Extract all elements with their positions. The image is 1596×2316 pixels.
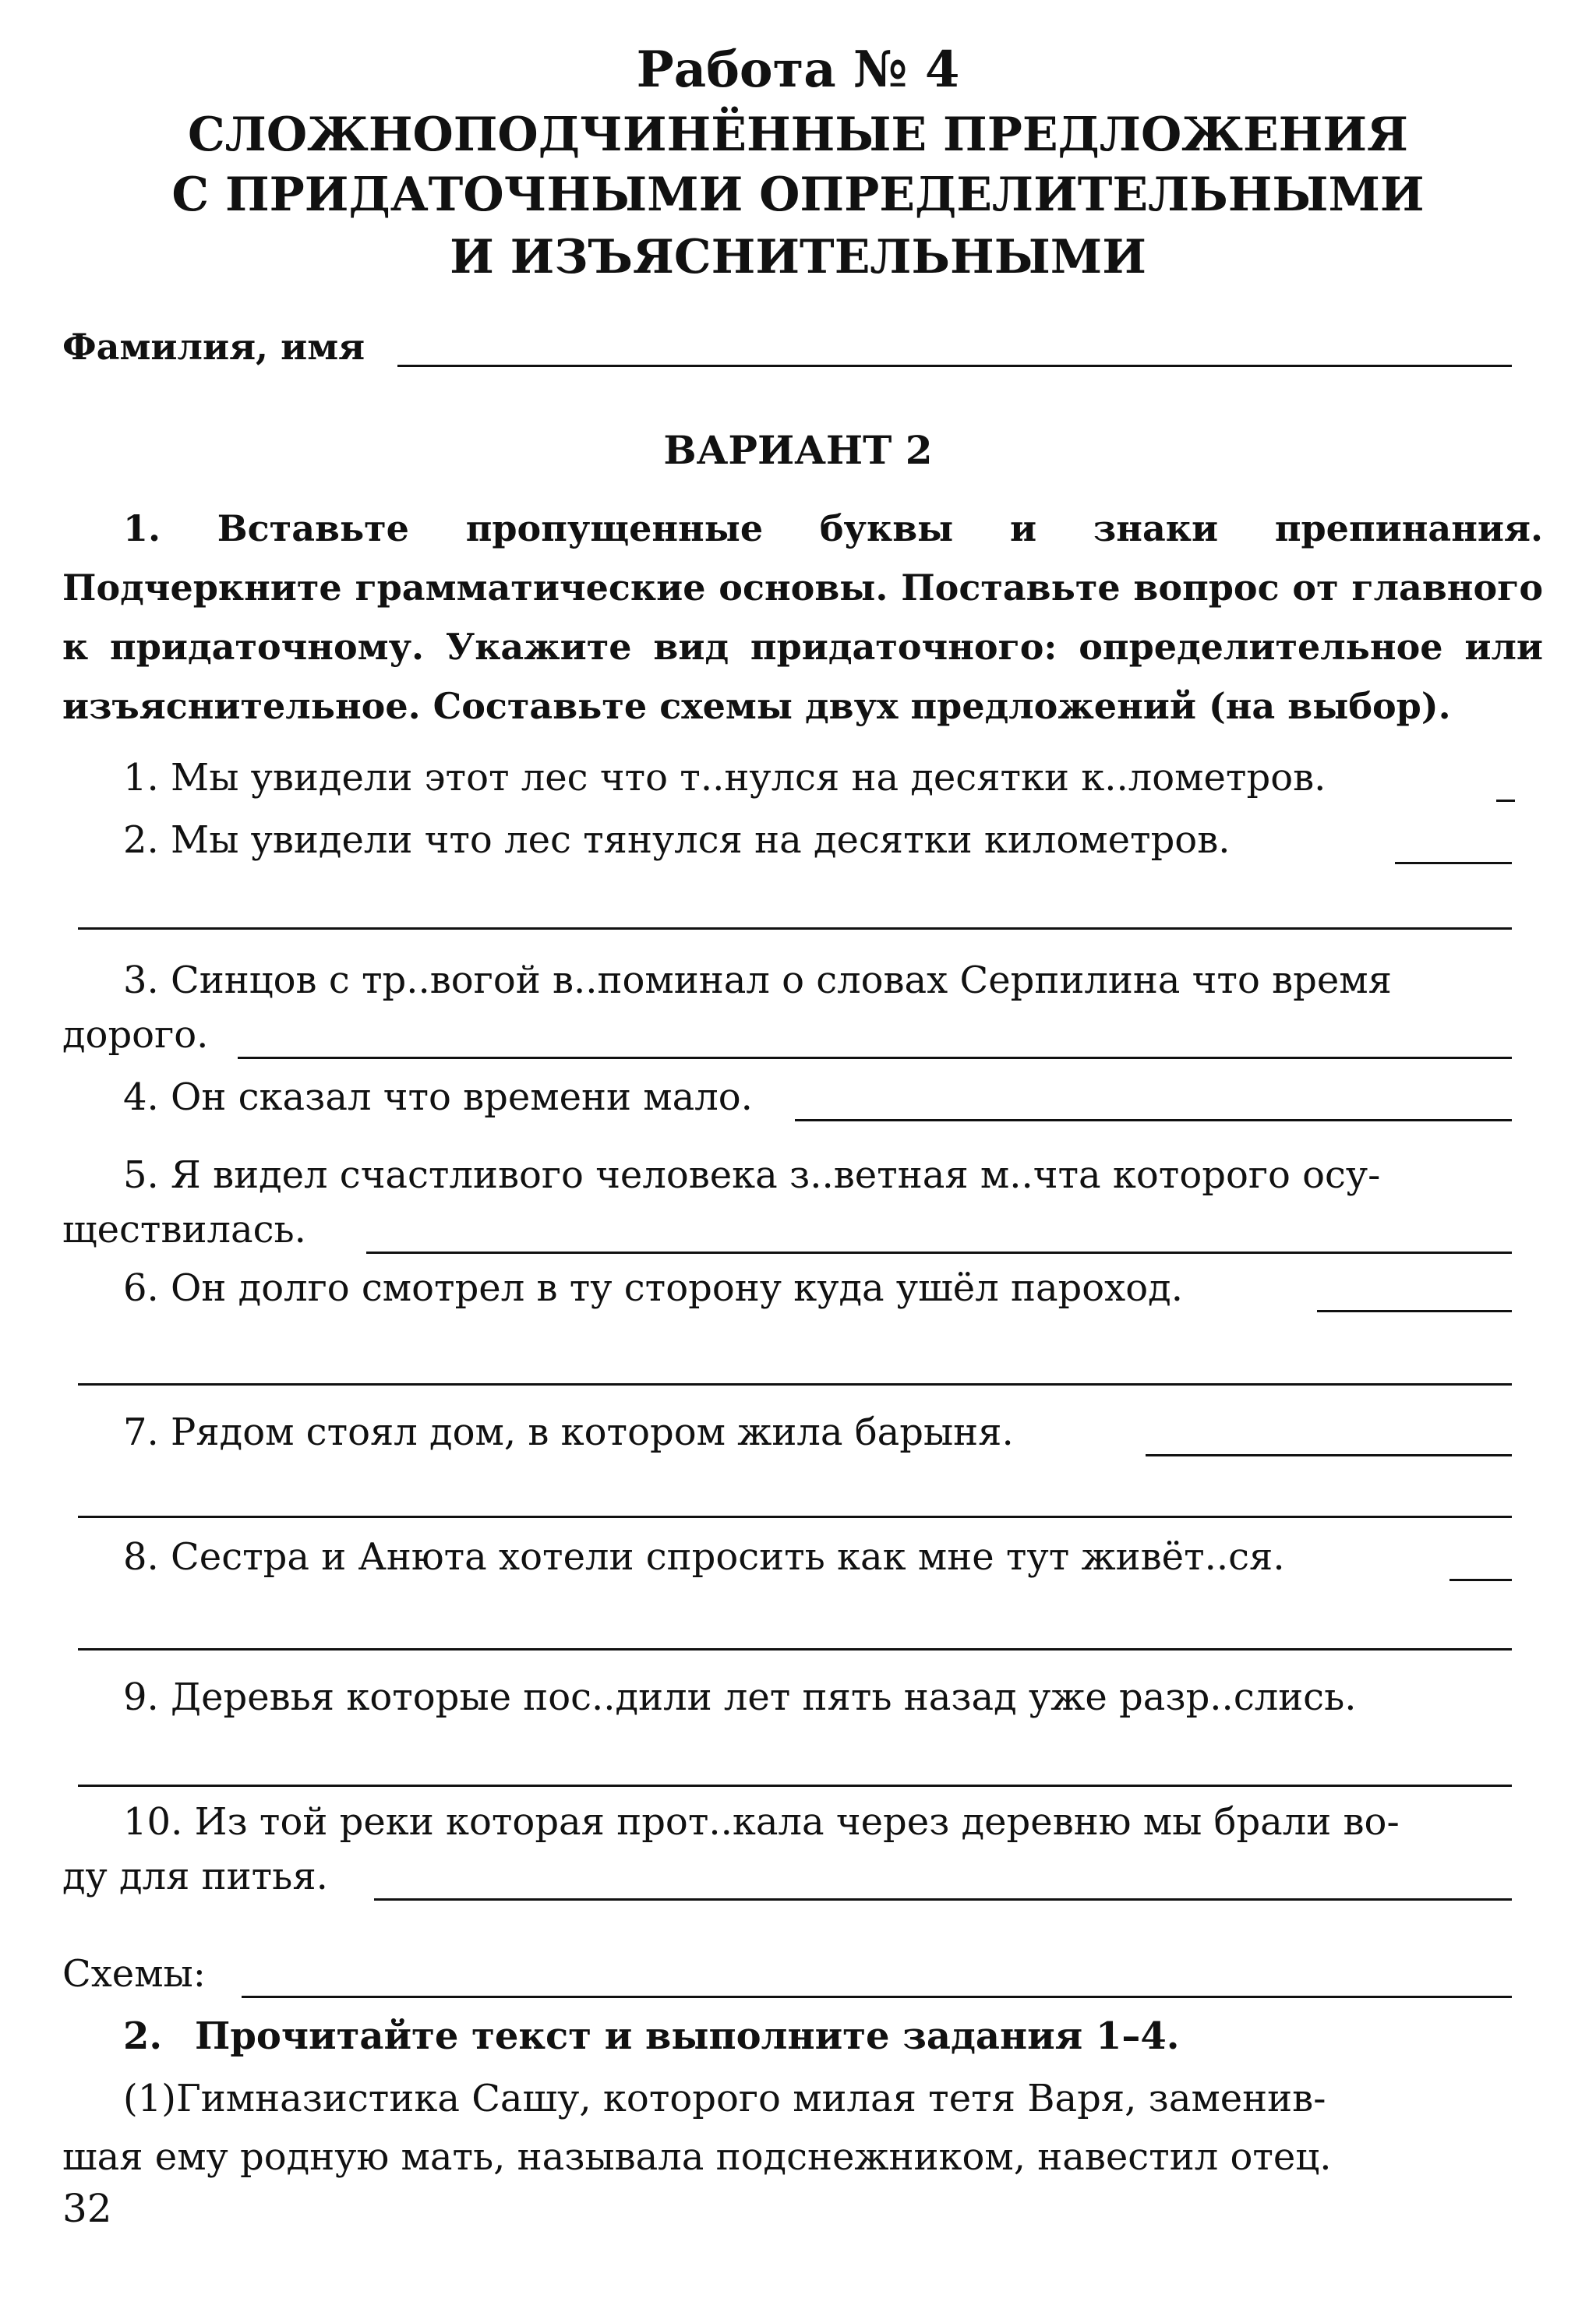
answer-line[interactable] [78,1785,1512,1787]
sentence-text: 9. Деревья которые пос..дили лет пять назад уже разр..слись. [123,1675,1357,1719]
sentence-text: 4. Он сказал что времени мало. [123,1075,753,1119]
sentence-text: 5. Я видел счастливого человека з..ветная м..чта которого осу- [123,1153,1381,1197]
answer-line[interactable] [78,1648,1512,1651]
task-1-text: Вставьте пропущенные буквы и знаки препинания. Подчеркните грамматические основы. Поставьте вопрос от главного к придаточному. Укажите вид придаточного: определительное или изъяснительное. Составьте схемы двух предложений (на выбор). [62,507,1543,727]
sentence-text: 6. Он долго смотрел в ту сторону куда ушёл пароход. [123,1266,1183,1310]
answer-line[interactable] [1496,800,1515,802]
name-label: Фамилия, имя [62,326,365,368]
answer-line[interactable] [1317,1310,1512,1312]
answer-line[interactable] [1449,1579,1512,1581]
reading-text: (1)Гимназистика Сашу, которого милая тетя Варя, заменив- [123,2077,1326,2120]
answer-line[interactable] [78,1383,1512,1386]
variant-heading: ВАРИАНТ 2 [663,427,933,473]
sentence-text-cont: ду для питья. [62,1855,328,1898]
task-2-text: Прочитайте текст и выполните задания 1–4. [195,2014,1180,2058]
page-number: 32 [62,2186,112,2231]
answer-line[interactable] [366,1252,1512,1254]
sentence-text: 3. Синцов с тр..вогой в..поминал о словах Серпилина что время [123,959,1392,1002]
title-line-2: С ПРИДАТОЧНЫМИ ОПРЕДЕЛИТЕЛЬНЫМИ [171,168,1425,222]
answer-line[interactable] [78,1516,1512,1518]
sentence-text: 8. Сестра и Анюта хотели спросить как мне тут живёт..ся. [123,1535,1285,1579]
sentence-text: 10. Из той реки которая прот..кала через деревню мы брали во- [123,1800,1400,1844]
name-field-row [62,326,1512,372]
answer-line[interactable] [374,1898,1512,1901]
answer-line[interactable] [78,927,1512,930]
work-number: Работа № 4 [636,41,960,99]
schemes-label: Схемы: [62,1952,206,1996]
answer-line[interactable] [238,1057,1512,1059]
answer-line[interactable] [1146,1454,1512,1456]
task-1-instructions [62,499,1543,736]
task-2-number: 2. [123,2014,163,2058]
sentence-text-cont: ществилась. [62,1208,306,1252]
answer-line[interactable] [795,1119,1512,1121]
title-line-3: И ИЗЪЯСНИТЕЛЬНЫМИ [450,230,1146,284]
task-1-number: 1. [123,507,161,549]
reading-text: шая ему родную мать, называла подснежником, навестил отец. [62,2135,1332,2179]
sentence-text-cont: дорого. [62,1013,209,1057]
sentence-text: 2. Мы увидели что лес тянулся на десятки километров. [123,818,1231,862]
name-input-line[interactable] [397,365,1512,367]
sentence-text: 1. Мы увидели этот лес что т..нулся на десятки к..лометров. [123,756,1326,800]
sentence-text: 7. Рядом стоял дом, в котором жила барыня. [123,1410,1014,1454]
schemes-answer-line[interactable] [242,1996,1512,1998]
answer-line[interactable] [1395,862,1512,864]
title-line-1: СЛОЖНОПОДЧИНЁННЫЕ ПРЕДЛОЖЕНИЯ [188,108,1408,162]
